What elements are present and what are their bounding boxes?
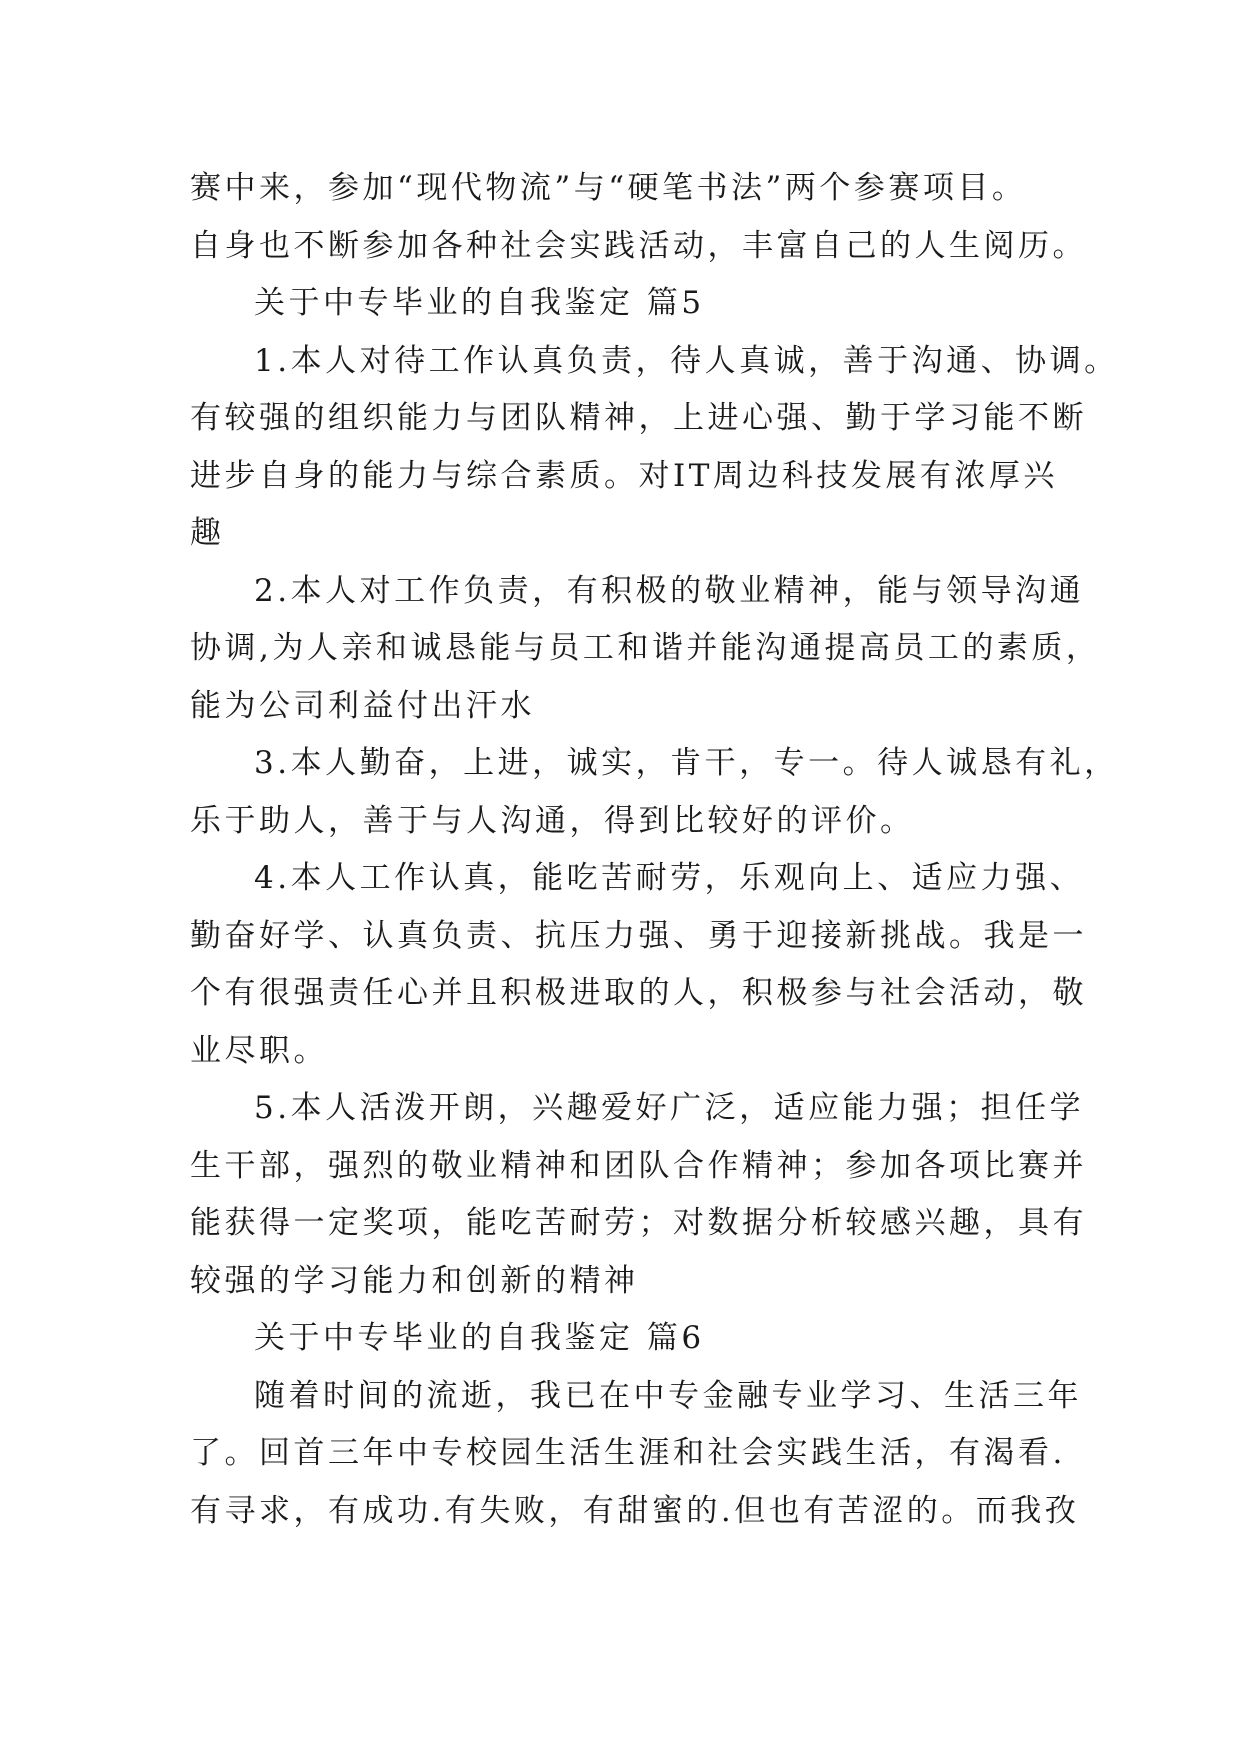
- text-line: 有较强的组织能力与团队精神，上进心强、勤于学习能不断: [190, 400, 1087, 436]
- text-line: 4.本人工作认真，能吃苦耐劳，乐观向上、适应力强、: [254, 860, 1085, 896]
- text-line: 趣: [190, 515, 225, 551]
- text-line: 能获得一定奖项，能吃苦耐劳；对数据分析较感兴趣，具有: [190, 1205, 1087, 1241]
- text-line: 1.本人对待工作认真负责，待人真诚，善于沟通、协调。: [254, 342, 1119, 379]
- text-line: 5.本人活泼开朗，兴趣爱好广泛，适应能力强；担任学: [254, 1090, 1085, 1126]
- document-page: [190, 160, 1119, 1540]
- section-heading: 关于中专毕业的自我鉴定 篇6: [254, 1320, 705, 1356]
- text-line: 2.本人对工作负责，有积极的敬业精神，能与领导沟通: [254, 572, 1085, 609]
- text-line: 了。回首三年中专校园生活生涯和社会实践生活，有渴看.: [190, 1435, 1066, 1471]
- text-line: 生干部，强烈的敬业精神和团队合作精神；参加各项比赛并: [190, 1147, 1087, 1184]
- text-line: 自身也不断参加各种社会实践活动，丰富自己的人生阅历。: [190, 227, 1087, 264]
- text-line: 较强的学习能力和创新的精神: [190, 1262, 639, 1299]
- text-line: 个有很强责任心并且积极进取的人，积极参与社会活动，敬: [190, 975, 1087, 1011]
- text-line: 能为公司利益付出汗水: [190, 687, 535, 724]
- text-line: 赛中来，参加“现代物流”与“硬笔书法”两个参赛项目。: [190, 170, 1027, 206]
- text-line: 进步自身的能力与综合素质。对IT周边科技发展有浓厚兴: [190, 457, 1058, 494]
- text-line: 有寻求，有成功.有失败，有甜蜜的.但也有苦涩的。而我孜: [190, 1492, 1080, 1529]
- text-line: 勤奋好学、认真负责、抗压力强、勇于迎接新挑战。我是一: [190, 917, 1087, 954]
- text-line: 3.本人勤奋，上进，诚实，肯干，专一。待人诚恳有礼，: [254, 745, 1119, 781]
- text-line: 随着时间的流逝，我已在中专金融专业学习、生活三年: [254, 1377, 1082, 1414]
- text-line: 业尽职。: [190, 1032, 328, 1069]
- text-line: 乐于助人，善于与人沟通，得到比较好的评价。: [190, 802, 915, 839]
- text-line: 协调,为人亲和诚恳能与员工和谐并能沟通提高员工的素质，: [190, 630, 1101, 666]
- section-heading: 关于中专毕业的自我鉴定 篇5: [254, 285, 705, 321]
